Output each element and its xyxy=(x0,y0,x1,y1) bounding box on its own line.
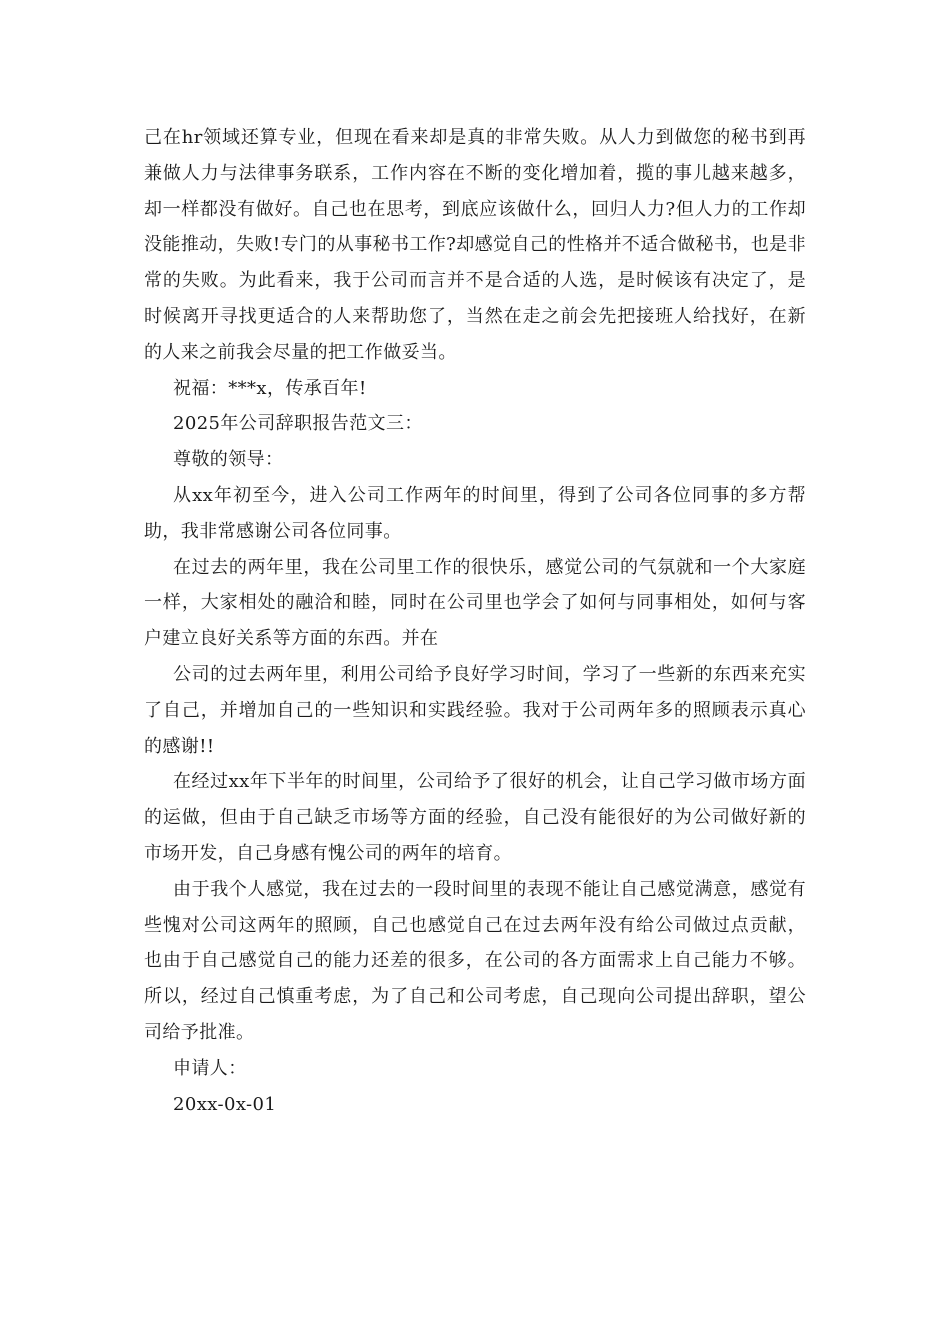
date-line: 20xx-0x-01 xyxy=(173,1093,277,1115)
paragraph-continuation: 己在hr领域还算专业，但现在看来却是真的非常失败。从人力到做您的秘书到再兼做人力与法律事务联系，工作内容在不断的变化增加着，揽的事儿越来越多，却一样都没有做好。自己也在思考，到底应该做什么，回归人力?但人力的工作却没能推动，失败!专门的从事秘书工作?却感觉自己的性格并不适合做秘书，也是非常的失败。为此看来，我于公司而言并不是合适的人选，是时候该有决定了，是时候离开寻找更适合的人来帮助您了，当然在走之前会先把接班人给找好，在新的人来之前我会尽量的把工作做妥当。 xyxy=(144,127,806,363)
paragraph-blessing: 祝福：***x，传承百年! xyxy=(173,377,367,399)
paragraph-body: 由于我个人感觉，我在过去的一段时间里的表现不能让自己感觉满意，感觉有些愧对公司这两年的照顾，自己也感觉自己在过去两年没有给公司做过点贡献，也由于自己感觉自己的能力还差的很多，在公司的各方面需求上自己能力不够。所以，经过自己慎重考虑，为了自己和公司考虑，自己现向公司提出辞职，望公司给予批准。 xyxy=(144,878,806,1043)
section-heading: 2025年公司辞职报告范文三： xyxy=(173,413,423,435)
paragraph-body: 公司的过去两年里，利用公司给予良好学习时间，学习了一些新的东西来充实了自己，并增加自己的一些知识和实践经验。我对于公司两年多的照顾表示真心的感谢!! xyxy=(144,663,806,757)
paragraph-body: 在经过xx年下半年的时间里，公司给予了很好的机会，让自己学习做市场方面的运做，但由于自己缺乏市场等方面的经验，自己没有能很好的为公司做好新的市场开发，自己身感有愧公司的两年的培育。 xyxy=(144,771,806,864)
applicant-label: 申请人： xyxy=(173,1057,247,1079)
document-page xyxy=(144,120,806,1122)
paragraph-body: 从xx年初至今，进入公司工作两年的时间里，得到了公司各位同事的多方帮助，我非常感谢公司各位同事。 xyxy=(144,484,806,542)
paragraph-body: 在过去的两年里，我在公司里工作的很快乐，感觉公司的气氛就和一个大家庭一样，大家相处的融洽和睦，同时在公司里也学会了如何与同事相处，如何与客户建立良好关系等方面的东西。并在 xyxy=(144,556,806,650)
salutation: 尊敬的领导： xyxy=(173,449,284,471)
